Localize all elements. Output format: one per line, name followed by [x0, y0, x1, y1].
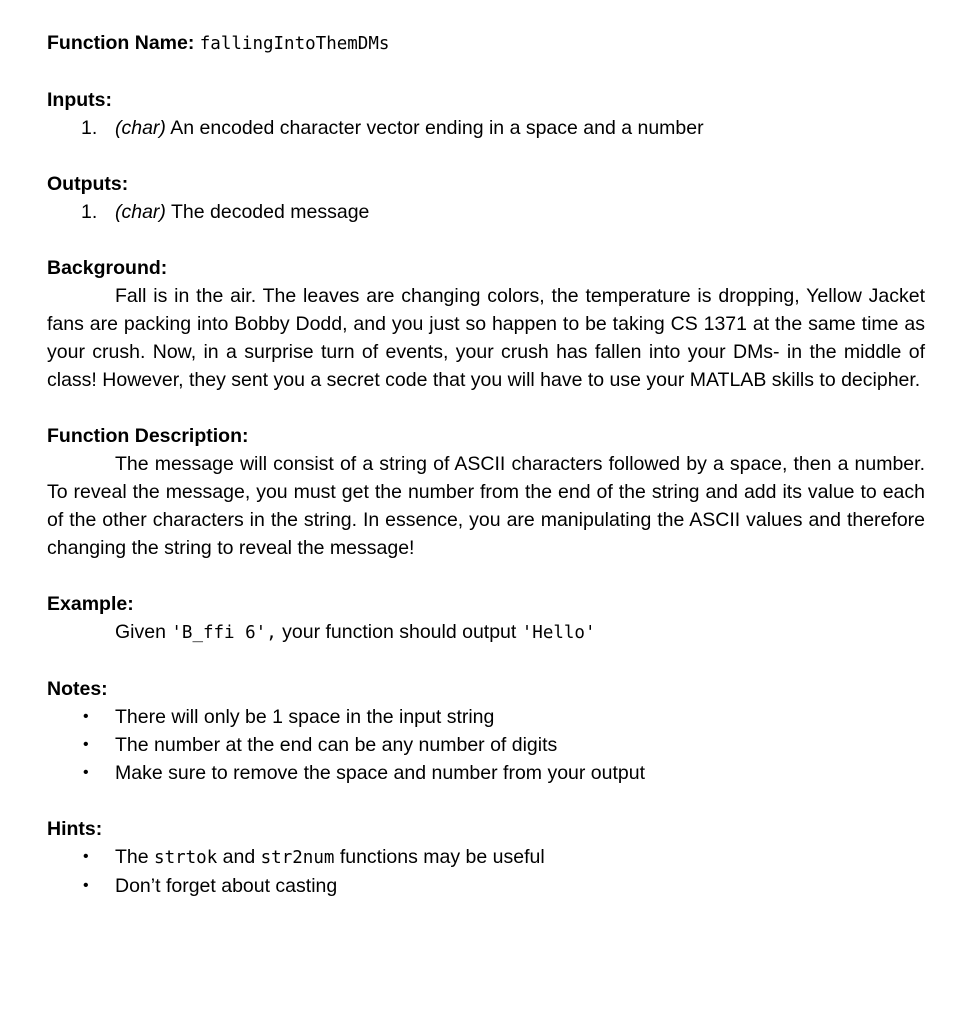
background-paragraph: Fall is in the air. The leaves are changing colors, the temperature is dropping, Yellow Jacket fans are packing into Bobby Dodd, and you just so happen to be taking CS 1371 at the same time as your crush. Now, in a surprise turn of events, your crush has fallen into your DMs- in the middle of class! However, they sent you a secret code that you will have to use your MATLAB skills to decipher.: [47, 285, 925, 391]
hint-and: and: [222, 846, 256, 868]
list-item: [47, 703, 925, 731]
function-description-paragraph: The message will consist of a string of ASCII characters followed by a space, then a number. To reveal the message, you must get the number from the end of the string and add its value to each of the other characters in the string. In essence, you are manipulating the ASCII values and therefore changing the string to reveal the message!: [47, 453, 925, 559]
example-line: [47, 618, 925, 647]
notes-heading: Notes:: [47, 678, 108, 700]
item-number: 1.: [81, 117, 98, 139]
list-item: [47, 731, 925, 759]
hints-heading: Hints:: [47, 818, 103, 840]
example-heading: Example:: [47, 593, 134, 615]
hint-code-strtok: strtok: [154, 848, 218, 868]
list-item: [47, 843, 925, 872]
inputs-heading: Inputs:: [47, 89, 112, 111]
bullet-icon: •: [83, 848, 89, 865]
item-text: The decoded message: [171, 201, 370, 223]
example-input-code: 'B_ffi 6',: [171, 623, 277, 643]
note-text: The number at the end can be any number of digits: [115, 734, 558, 756]
list-item: [47, 114, 925, 142]
hint-text: Don’t forget about casting: [115, 875, 338, 897]
inputs-list: [47, 114, 925, 142]
outputs-heading: Outputs:: [47, 173, 129, 195]
background-heading: Background:: [47, 257, 168, 279]
function-name-label: Function Name:: [47, 32, 195, 54]
outputs-list: [47, 198, 925, 226]
function-name-value: fallingIntoThemDMs: [199, 34, 390, 54]
list-item: [47, 198, 925, 226]
notes-list: [47, 703, 925, 787]
item-number: 1.: [81, 201, 98, 223]
list-item: [47, 759, 925, 787]
list-item: [47, 872, 925, 900]
bullet-icon: •: [83, 708, 89, 725]
bullet-icon: •: [83, 877, 89, 894]
bullet-icon: •: [83, 736, 89, 753]
example-middle: your function should output: [282, 621, 517, 643]
hint-code-str2num: str2num: [260, 848, 335, 868]
bullet-icon: •: [83, 764, 89, 781]
note-text: Make sure to remove the space and number from your output: [115, 762, 646, 784]
item-text: An encoded character vector ending in a space and a number: [170, 117, 704, 139]
function-description-heading: Function Description:: [47, 425, 249, 447]
hint-post: functions may be useful: [339, 846, 545, 868]
note-text: There will only be 1 space in the input string: [115, 706, 495, 728]
example-output-code: 'Hello': [521, 623, 596, 643]
item-type: (char): [115, 201, 166, 223]
item-type: (char): [115, 117, 166, 139]
document-page: [47, 29, 925, 900]
example-given: Given: [115, 621, 166, 643]
function-name-line: [47, 29, 925, 58]
hints-list: [47, 843, 925, 900]
hint-pre: The: [115, 846, 149, 868]
